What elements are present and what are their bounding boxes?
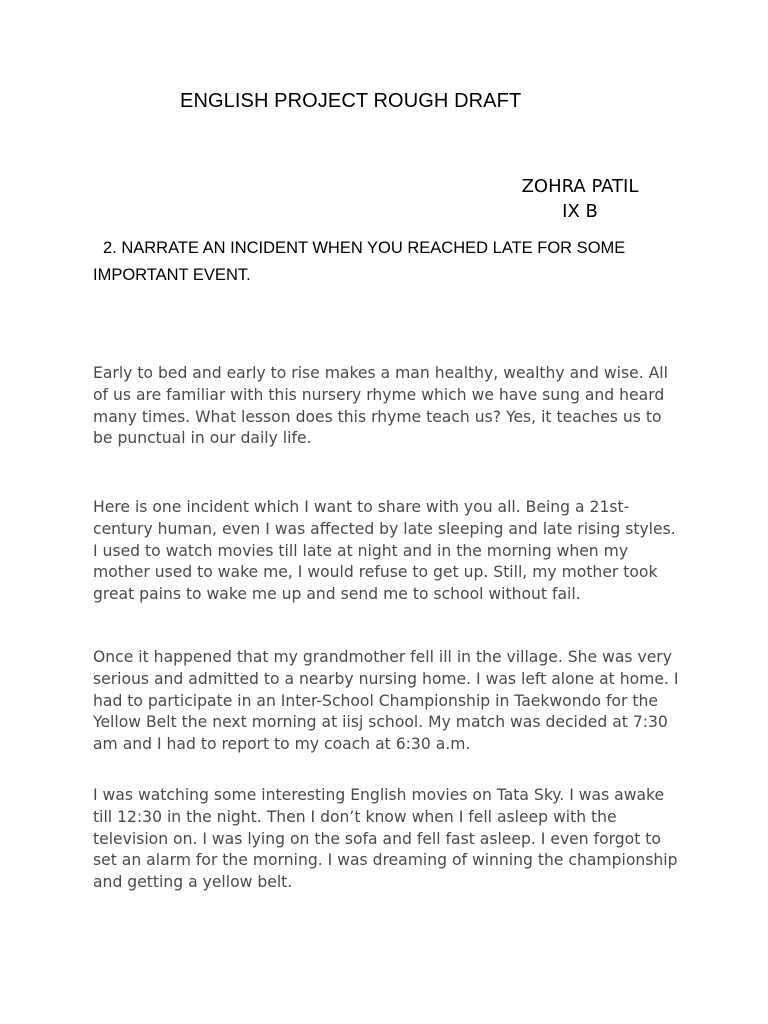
question-text: 2. NARRATE AN INCIDENT WHEN YOU REACHED LATE FOR SOME IMPORTANT EVENT. — [93, 239, 626, 284]
paragraph-2: Here is one incident which I want to share with you all. Being a 21st-century human, even I was affected by late sleeping and late rising styles. I used to watch movies till late at night and in the morning when my mother used to wake me, I would refuse to get up. Still, my mother took great pains to wake me up and send me to school without fail. — [93, 498, 676, 604]
author-class: IX B — [562, 201, 598, 222]
author-name: ZOHRA PATIL — [521, 176, 639, 197]
document-title: ENGLISH PROJECT ROUGH DRAFT — [180, 90, 522, 112]
paragraph-1: Early to bed and early to rise makes a man healthy, wealthy and wise. All of us are familiar with this nursery rhyme which we have sung and heard many times. What lesson does this rhyme teach us? Yes, it teaches us to be punctual in our daily life. — [93, 364, 668, 448]
question-heading — [93, 235, 673, 289]
paragraph-3: Once it happened that my grandmother fell ill in the village. She was very serious and admitted to a nearby nursing home. I was left alone at home. I had to participate in an Inter-School Championship in Taekwondo for the Yellow Belt the next morning at iisj school. My match was decided at 7:30 am and I had to report to my coach at 6:30 a.m. — [93, 648, 679, 754]
paragraph-4: I was watching some interesting English movies on Tata Sky. I was awake till 12:30 in the night. Then I don’t know when I fell asleep with the television on. I was lying on the sofa and fell fast asleep. I even forgot to set an alarm for the morning. I was dreaming of winning the championship and getting a yellow belt. — [93, 786, 678, 892]
author-block — [505, 174, 655, 224]
